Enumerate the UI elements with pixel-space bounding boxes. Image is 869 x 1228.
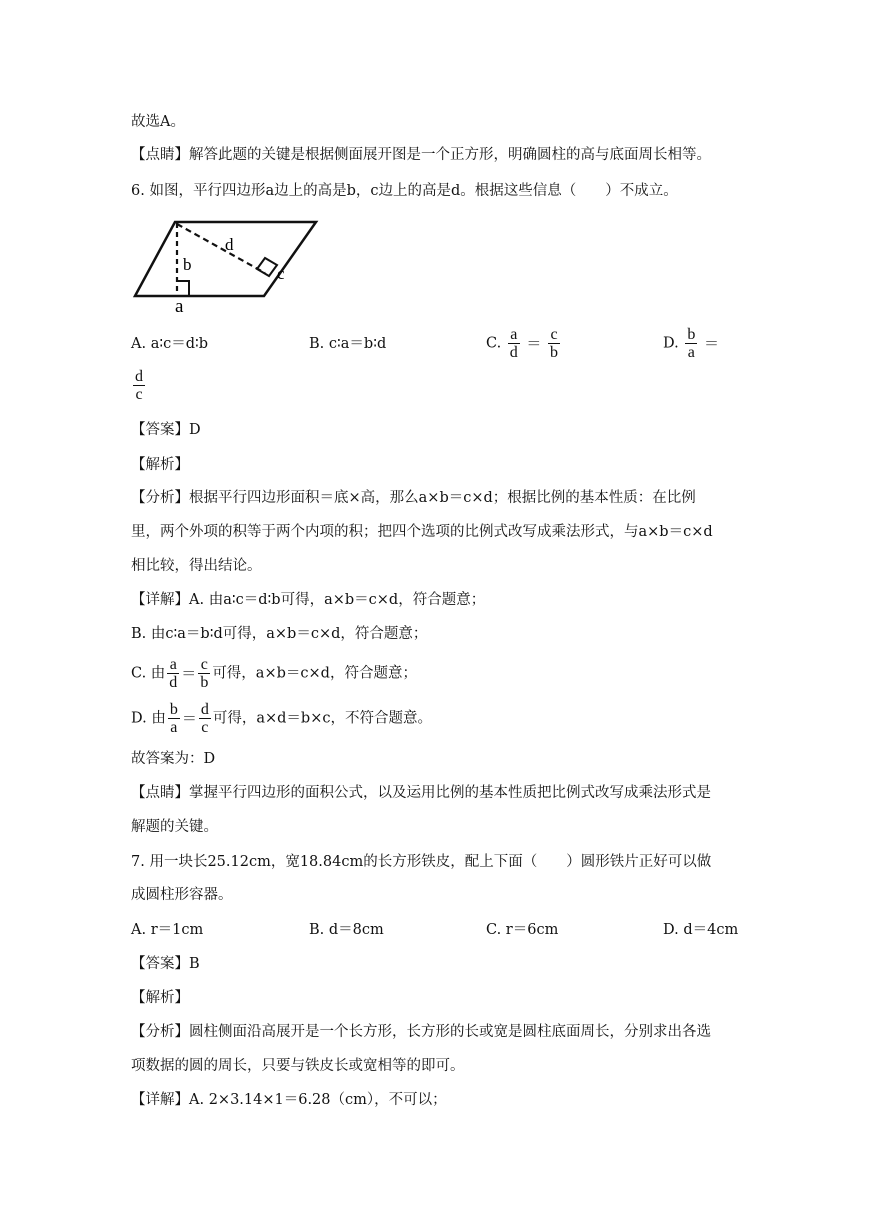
option-c-label: C. bbox=[486, 335, 502, 352]
analysis-heading-6: 【解析】 bbox=[131, 457, 189, 473]
option-c: C. $\frac{a}{d}$ ＝ $\frac{c}{b}$ bbox=[486, 326, 559, 361]
text-line: B. 由c∶a＝b∶d可得，a×b＝c×d，符合题意； bbox=[131, 626, 428, 642]
text-line: 【点睛】掌握平行四边形的面积公式，以及运用比例的基本性质把比例式改写成乘法形式是 bbox=[131, 785, 711, 801]
right-angle-a bbox=[177, 281, 189, 296]
text-line: 里，两个外项的积等于两个内项的积；把四个选项的比例式改写成乘法形式，与a×b＝c×d bbox=[131, 524, 713, 540]
text-line: 【详解】A. 2×3.14×1＝6.28（cm），不可以； bbox=[131, 1092, 447, 1108]
text-line: 故答案为：D bbox=[131, 751, 216, 767]
question-6: 6. 如图，平行四边形a边上的高是b，c边上的高是d。根据这些信息（ ）不成立。 bbox=[131, 183, 678, 199]
option-b: B. c∶a＝b∶d bbox=[309, 336, 387, 352]
text-line: 项数据的圆的周长，只要与铁皮长或宽相等的即可。 bbox=[131, 1058, 465, 1074]
label-d: d bbox=[225, 235, 234, 254]
option-d-label: D. bbox=[663, 335, 679, 352]
option-d-continued bbox=[131, 368, 147, 403]
label-c: c bbox=[277, 264, 285, 283]
fraction: $\frac{a}{d}$ bbox=[509, 326, 518, 361]
answer-7: 【答案】B bbox=[131, 956, 200, 972]
text-line: 故选A。 bbox=[131, 114, 185, 130]
fraction: $\frac{a}{d}$ bbox=[169, 656, 178, 691]
text-line: 【详解】A. 由a∶c＝d∶b可得，a×b＝c×d，符合题意； bbox=[131, 592, 486, 608]
fraction: $\frac{d}{c}$ bbox=[135, 368, 143, 403]
analysis-heading-7: 【解析】 bbox=[131, 990, 189, 1006]
label-b: b bbox=[183, 255, 192, 274]
fraction: $\frac{b}{a}$ bbox=[169, 701, 178, 736]
text-line: D. 由 $\frac{b}{a}$ ＝ $\frac{d}{c}$ 可得，a×d＝b×c，不符合题意。 bbox=[131, 701, 432, 736]
question-7: 7. 用一块长25.12cm，宽18.84cm的长方形铁皮，配上下面（ ）圆形铁片正好可以做 bbox=[131, 854, 712, 870]
right-angle-c bbox=[257, 258, 277, 276]
label-a: a bbox=[175, 296, 184, 315]
fraction: $\frac{b}{a}$ bbox=[687, 326, 696, 361]
text-line: 解题的关键。 bbox=[131, 819, 218, 835]
fraction: $\frac{d}{c}$ bbox=[200, 701, 209, 736]
fraction: $\frac{c}{b}$ bbox=[550, 326, 559, 361]
text-line: 【点睛】解答此题的关键是根据侧面展开图是一个正方形，明确圆柱的高与底面周长相等。 bbox=[131, 147, 711, 163]
option-a: A. r＝1cm bbox=[131, 922, 204, 938]
text-line: 相比较，得出结论。 bbox=[131, 558, 262, 574]
parallelogram-shape bbox=[135, 222, 316, 296]
text-line: 【分析】圆柱侧面沿高展开是一个长方形，长方形的长或宽是圆柱底面周长，分别求出各选 bbox=[131, 1024, 711, 1040]
answer-6: 【答案】D bbox=[131, 422, 201, 438]
text-line: 成圆柱形容器。 bbox=[131, 887, 233, 903]
option-c: C. r＝6cm bbox=[486, 922, 559, 938]
option-d: D. d＝4cm bbox=[663, 922, 739, 938]
fraction: $\frac{c}{b}$ bbox=[200, 656, 209, 691]
text-line: 【分析】根据平行四边形面积＝底×高，那么a×b＝c×d；根据比例的基本性质：在比例 bbox=[131, 490, 696, 506]
option-a: A. a∶c＝d∶b bbox=[131, 336, 209, 352]
option-b: B. d＝8cm bbox=[309, 922, 384, 938]
text-line: C. 由 $\frac{a}{d}$ ＝ $\frac{c}{b}$ 可得，a×b＝c×d，符合题意； bbox=[131, 656, 417, 691]
option-d: D. $\frac{b}{a}$ ＝ bbox=[663, 326, 719, 361]
parallelogram-figure bbox=[130, 215, 320, 315]
